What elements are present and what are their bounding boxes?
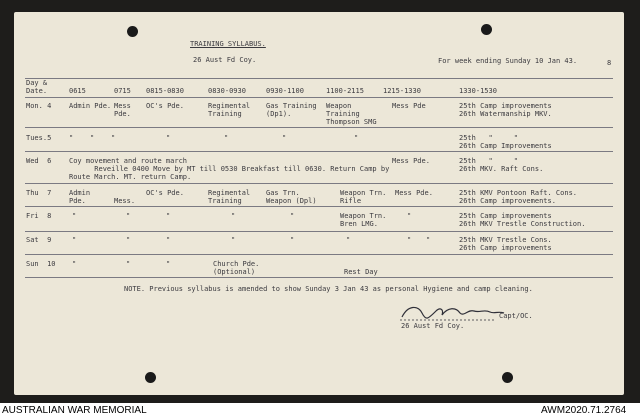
table-cell: OC's Pde. bbox=[146, 189, 184, 197]
table-cell: " bbox=[166, 260, 171, 268]
row-day: Tues.5 bbox=[26, 134, 52, 142]
footer-accession-number: AWM2020.71.2764 bbox=[541, 405, 627, 416]
row-day: Fri 8 bbox=[26, 212, 52, 220]
table-cell: " bbox=[166, 236, 171, 244]
row-day: Sun 10 bbox=[26, 260, 56, 268]
table-cell: 25th " " 26th Camp Improvements bbox=[459, 134, 552, 150]
margin-mark: 8 bbox=[607, 59, 612, 67]
table-cell: Weapon Training Thompson SMG bbox=[326, 102, 377, 126]
signature-unit: 26 Aust Fd Coy. bbox=[401, 322, 465, 330]
table-rule bbox=[25, 151, 613, 152]
table-cell: " bbox=[72, 260, 77, 268]
punch-hole bbox=[481, 24, 492, 35]
header-time: 1330-1530 bbox=[459, 87, 497, 95]
table-cell: Mess Pde. bbox=[395, 189, 433, 197]
table-cell: 25th Camp improvements 26th Watermanship MKV. bbox=[459, 102, 552, 118]
header-time: 0615 bbox=[69, 87, 86, 95]
table-cell: " bbox=[72, 212, 77, 220]
header-day-date: Day & Date. bbox=[26, 79, 48, 95]
signature-title: Capt/OC. bbox=[499, 312, 533, 320]
syllabus-note: NOTE. Previous syllabus is amended to show Sunday 3 Jan 43 as personal Hygiene and camp cleaning. bbox=[124, 285, 533, 293]
table-cell: Gas Trn. Weapon (Dpl) bbox=[266, 189, 317, 205]
table-cell: " bbox=[346, 236, 351, 244]
table-cell: 25th KMV Pontoon Raft. Cons. 26th Camp improvements. bbox=[459, 189, 578, 205]
table-cell: " bbox=[290, 236, 295, 244]
punch-hole bbox=[502, 372, 513, 383]
table-cell: OC's Pde. bbox=[146, 102, 184, 110]
document-title: TRAINING SYLLABUS. bbox=[190, 40, 266, 48]
footer-bar bbox=[0, 403, 640, 418]
row-day: Wed 6 bbox=[26, 157, 52, 165]
table-cell: " bbox=[282, 134, 287, 142]
table-cell: " bbox=[111, 134, 116, 142]
table-rule bbox=[25, 97, 613, 98]
table-cell: " bbox=[231, 236, 236, 244]
unit-name: 26 Aust Fd Coy. bbox=[193, 56, 257, 64]
table-cell: " bbox=[231, 212, 236, 220]
header-time: 1215-1330 bbox=[383, 87, 421, 95]
table-cell: " bbox=[290, 212, 295, 220]
table-cell: " bbox=[224, 134, 229, 142]
table-cell: " bbox=[90, 134, 95, 142]
table-cell: Church Pde. (Optional) bbox=[213, 260, 260, 276]
table-cell: Mess Pde. bbox=[392, 157, 430, 165]
week-ending: For week ending Sunday 10 Jan 43. bbox=[438, 57, 578, 65]
table-rule bbox=[25, 231, 613, 232]
table-cell: " bbox=[166, 212, 171, 220]
handwritten-signature bbox=[398, 303, 510, 323]
table-rule bbox=[25, 277, 613, 278]
table-rule bbox=[25, 254, 613, 255]
row-day: Mon. 4 bbox=[26, 102, 52, 110]
table-cell: Admin Pde. bbox=[69, 102, 112, 110]
table-cell: " bbox=[407, 212, 412, 220]
table-cell: Regimental Training bbox=[208, 189, 251, 205]
table-cell: " bbox=[166, 134, 171, 142]
table-rule bbox=[25, 78, 613, 79]
header-time: 0815-0830 bbox=[146, 87, 184, 95]
table-cell: Mess Pde bbox=[392, 102, 426, 110]
table-cell: Weapon Trn. Bren LMG. bbox=[340, 212, 387, 228]
table-cell: 25th MKV Trestle Cons. 26th Camp improvements bbox=[459, 236, 552, 252]
table-cell: Mess Pde. bbox=[114, 102, 131, 118]
table-cell: Gas Training (Dp1). bbox=[266, 102, 317, 118]
table-cell: " bbox=[72, 236, 77, 244]
table-cell: 25th Camp improvements 26th MKV Trestle Construction. bbox=[459, 212, 586, 228]
table-cell: Admin Pde. bbox=[69, 189, 91, 205]
table-cell: " bbox=[69, 134, 74, 142]
table-cell: Mess. bbox=[114, 197, 136, 205]
table-cell: " bbox=[354, 134, 359, 142]
footer-source: AUSTRALIAN WAR MEMORIAL bbox=[2, 405, 147, 416]
table-rule bbox=[25, 127, 613, 128]
table-cell: " bbox=[126, 260, 131, 268]
punch-hole bbox=[145, 372, 156, 383]
header-time: 0830-0930 bbox=[208, 87, 246, 95]
header-time: 0930-1100 bbox=[266, 87, 304, 95]
row-day: Sat 9 bbox=[26, 236, 52, 244]
table-cell: " bbox=[426, 236, 431, 244]
punch-hole bbox=[127, 26, 138, 37]
header-time: 1100-2115 bbox=[326, 87, 364, 95]
table-rule bbox=[25, 206, 613, 207]
table-cell: " bbox=[126, 212, 131, 220]
row-day: Thu 7 bbox=[26, 189, 52, 197]
table-cell: 25th " " 26th MKV. Raft Cons. bbox=[459, 157, 544, 173]
table-rule bbox=[25, 183, 613, 184]
header-time: 0715 bbox=[114, 87, 131, 95]
table-cell: Coy movement and route march Reveille 0400 Move by MT till 0530 Breakfast till 0630. Return Camp by Route March. MT. return Camp. bbox=[69, 157, 390, 181]
table-cell: " bbox=[126, 236, 131, 244]
table-cell: Regimental Training bbox=[208, 102, 251, 118]
table-cell: Weapon Trn. Rifle bbox=[340, 189, 387, 205]
table-cell: Rest Day bbox=[344, 268, 378, 276]
table-cell: " bbox=[407, 236, 412, 244]
